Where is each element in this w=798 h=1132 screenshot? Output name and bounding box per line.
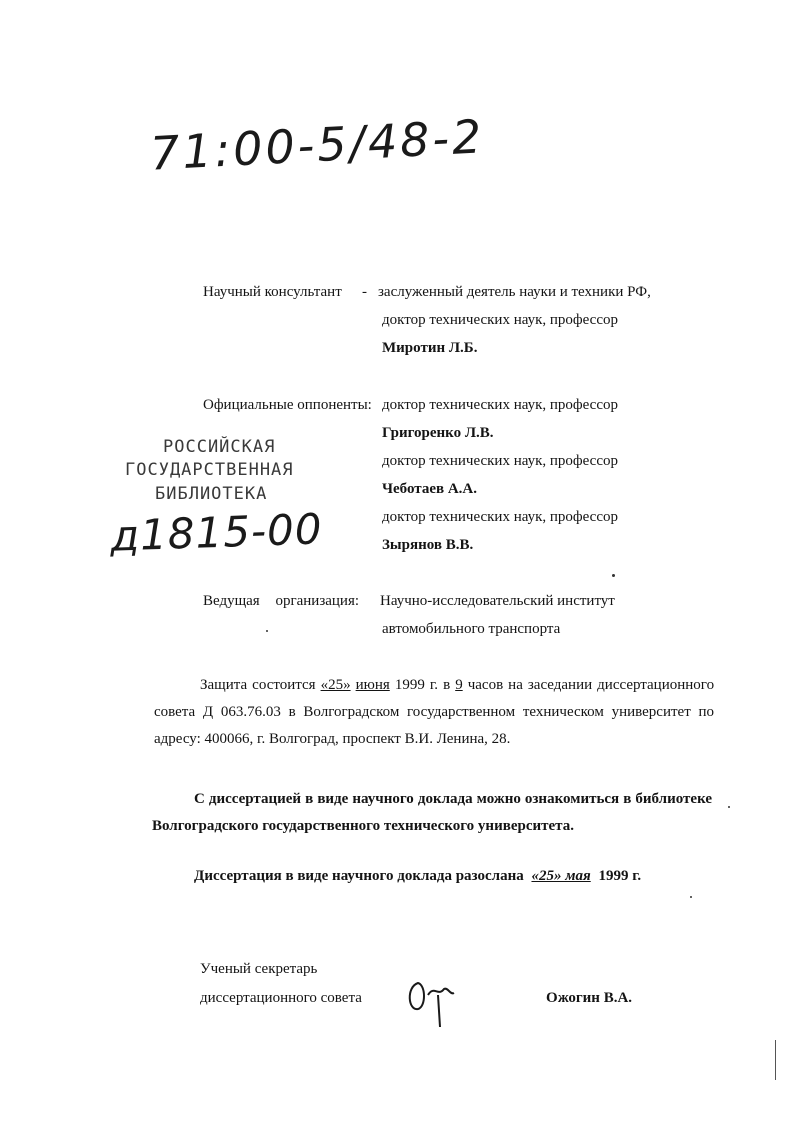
scan-speck [728,806,730,808]
scan-speck [690,896,692,898]
defense-hour: 9 [455,677,463,693]
library-stamp-line-2: ГОСУДАРСТВЕННАЯ [125,460,294,480]
consultant-dash: - [362,284,367,300]
defense-text-rest: часов на заседании диссертационного совета Д 063.76.03 в Волгоградском государственном техническом университет по адресу: 400066, г. Волгоград, проспект В.И. Ленина, 28. [154,677,715,747]
distribution-line [194,867,641,885]
consultant-line-1: заслуженный деятель науки и техники РФ, [378,284,651,300]
consultant-label: Научный консультант [203,284,342,300]
leading-org-label: Ведущая организация: [203,593,360,609]
defense-text-start: Защита состоится [200,677,316,693]
secretary-line-2: диссертационного совета [200,990,362,1006]
library-inventory-number: д1815-00 [109,504,324,561]
scan-speck [612,574,615,577]
defense-year: 1999 г. в [394,677,451,693]
library-note-paragraph: С диссертацией в виде научного доклада можно ознакомиться в библиотеке Волгоградского государственного технического университета. [152,791,712,834]
opponent-2-title: доктор технических наук, профессор [382,453,619,469]
scan-speck [266,630,268,632]
defense-month: июня [355,677,390,693]
library-stamp-line-3: БИБЛИОТЕКА [155,484,268,504]
secretary-signature [404,975,474,1035]
distribution-text: Диссертация в виде научного доклада разослана [194,868,524,884]
secretary-line-1: Ученый секретарь [200,961,318,977]
defense-day: «25» [320,677,351,693]
defense-paragraph [154,672,714,753]
library-stamp-line-1: РОССИЙСКАЯ [163,437,276,457]
opponent-3-title: доктор технических наук, профессор [382,509,619,525]
leading-org-line-2: автомобильного транспорта [382,621,561,637]
handwritten-registry-number: 71:00-5/48-2 [148,109,486,181]
opponents-label: Официальные оппоненты: [203,397,372,413]
distribution-year: 1999 г. [598,868,642,884]
secretary-name: Ожогин В.А. [546,990,633,1006]
consultant-line-2: доктор технических наук, профессор [382,312,619,328]
opponent-2-name: Чеботаев А.А. [382,481,477,497]
consultant-name: Миротин Л.Б. [382,340,478,356]
scan-edge-line [775,1040,776,1080]
distribution-date: «25» мая [531,868,591,884]
leading-org-line-1: Научно-исследовательский институт [380,593,615,609]
opponent-1-title: доктор технических наук, профессор [382,397,619,413]
opponent-1-name: Григоренко Л.В. [382,425,494,441]
opponent-3-name: Зырянов В.В. [382,537,474,553]
